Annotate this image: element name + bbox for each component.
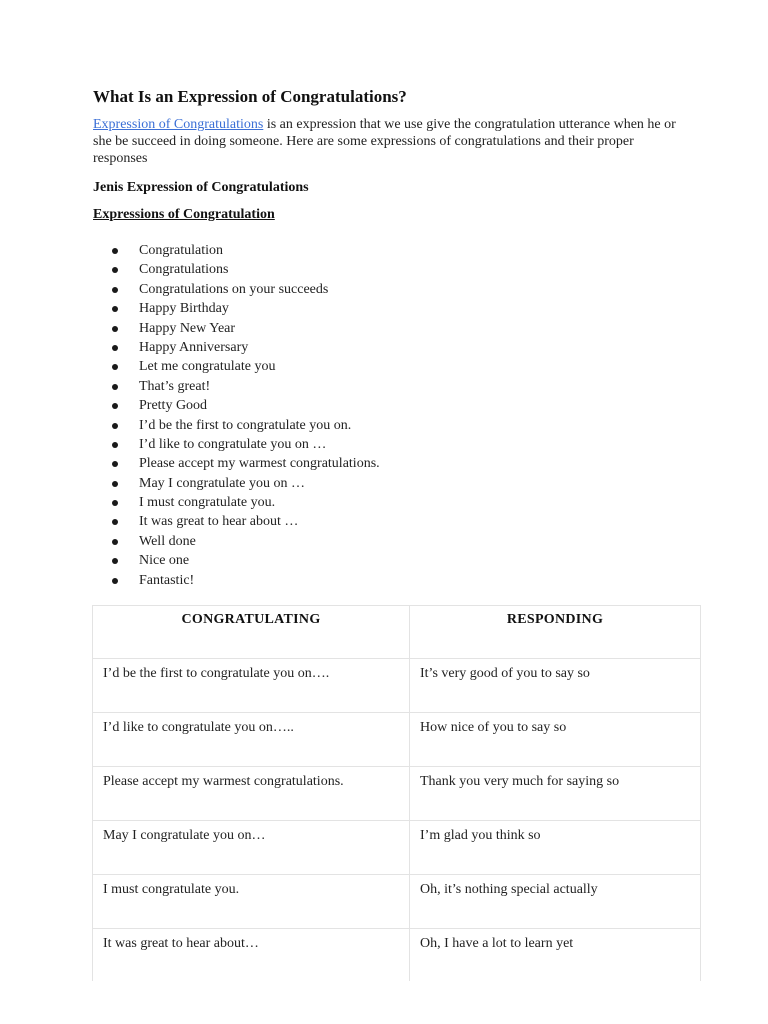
table-row (93, 929, 701, 982)
bullet-icon (112, 500, 118, 506)
list-item-text: Please accept my warmest congratulations. (139, 456, 380, 472)
bullet-icon (112, 519, 118, 525)
table-row (93, 659, 701, 713)
cell-responding: Oh, I have a lot to learn yet (410, 929, 701, 982)
expression-link[interactable]: Expression of Congratulations (93, 117, 264, 132)
list-item (112, 532, 380, 551)
bullet-icon (112, 442, 118, 448)
bullet-icon (112, 558, 118, 564)
list-item (112, 377, 380, 396)
bullet-icon (112, 578, 118, 584)
congratulations-table (92, 605, 701, 981)
list-item (112, 260, 380, 279)
cell-congratulating: I’d be the first to congratulate you on…. (93, 659, 410, 713)
bullet-icon (112, 539, 118, 545)
list-item-text: That’s great! (139, 378, 211, 394)
bullet-icon (112, 248, 118, 254)
cell-responding: Oh, it’s nothing special actually (410, 875, 701, 929)
list-item (112, 319, 380, 338)
bullet-icon (112, 423, 118, 429)
list-item (112, 512, 380, 531)
bullet-icon (112, 384, 118, 390)
cell-congratulating: May I congratulate you on… (93, 821, 410, 875)
list-item (112, 435, 380, 454)
list-item-text: Well done (139, 533, 196, 549)
bullet-icon (112, 364, 118, 370)
bullet-icon (112, 326, 118, 332)
column-header-congratulating: CONGRATULATING (93, 606, 410, 659)
cell-responding: I’m glad you think so (410, 821, 701, 875)
cell-responding: How nice of you to say so (410, 713, 701, 767)
list-item-text: It was great to hear about … (139, 514, 299, 530)
list-item-text: Nice one (139, 553, 190, 569)
bullet-icon (112, 287, 118, 293)
list-item-text: I’d be the first to congratulate you on. (139, 417, 352, 433)
list-item (112, 551, 380, 570)
bullet-icon (112, 267, 118, 273)
list-item (112, 338, 380, 357)
column-header-responding: RESPONDING (410, 606, 701, 659)
list-item-text: Let me congratulate you (139, 359, 276, 375)
cell-congratulating: I must congratulate you. (93, 875, 410, 929)
list-item-text: I’d like to congratulate you on … (139, 436, 327, 452)
intro-text: is an expression that we use give the congratulation utterance when he or she be succeed in doing someone. Here are some expressions of congratulations and their proper responses (93, 117, 676, 166)
list-item-text: Congratulation (139, 243, 223, 258)
bullet-icon (112, 306, 118, 312)
cell-responding: Thank you very much for saying so (410, 767, 701, 821)
section-heading-jenis: Jenis Expression of Congratulations (93, 180, 309, 195)
table-header-row (93, 606, 701, 659)
list-item-text: Happy Birthday (139, 301, 229, 317)
table-row (93, 821, 701, 875)
list-item (112, 299, 380, 318)
list-item-text: Congratulations on your succeeds (139, 281, 329, 297)
list-item (112, 357, 380, 376)
table-row (93, 875, 701, 929)
list-item (112, 571, 380, 590)
table-row (93, 713, 701, 767)
list-item (112, 416, 380, 435)
list-item-text: I must congratulate you. (139, 495, 276, 511)
expressions-list (112, 241, 380, 590)
page-title: What Is an Expression of Congratulations? (93, 87, 407, 106)
list-item (112, 280, 380, 299)
list-item-text: Happy Anniversary (139, 339, 249, 355)
bullet-icon (112, 481, 118, 487)
list-item-text: Pretty Good (139, 398, 208, 414)
cell-responding: It’s very good of you to say so (410, 659, 701, 713)
cell-congratulating: Please accept my warmest congratulations. (93, 767, 410, 821)
bullet-icon (112, 345, 118, 351)
list-item (112, 454, 380, 473)
cell-congratulating: It was great to hear about… (93, 929, 410, 982)
list-item (112, 493, 380, 512)
cell-congratulating: I’d like to congratulate you on….. (93, 713, 410, 767)
list-item-text: Congratulations (139, 262, 229, 278)
list-item-text: Fantastic! (139, 572, 195, 588)
list-item (112, 396, 380, 415)
bullet-icon (112, 403, 118, 409)
list-item-text: Happy New Year (139, 320, 236, 336)
list-item-text: May I congratulate you on … (139, 475, 306, 491)
bullet-icon (112, 461, 118, 467)
list-item (112, 474, 380, 493)
table-row (93, 767, 701, 821)
list-item (112, 241, 380, 260)
intro-paragraph (93, 116, 683, 167)
section-heading-expressions: Expressions of Congratulation (93, 207, 275, 222)
